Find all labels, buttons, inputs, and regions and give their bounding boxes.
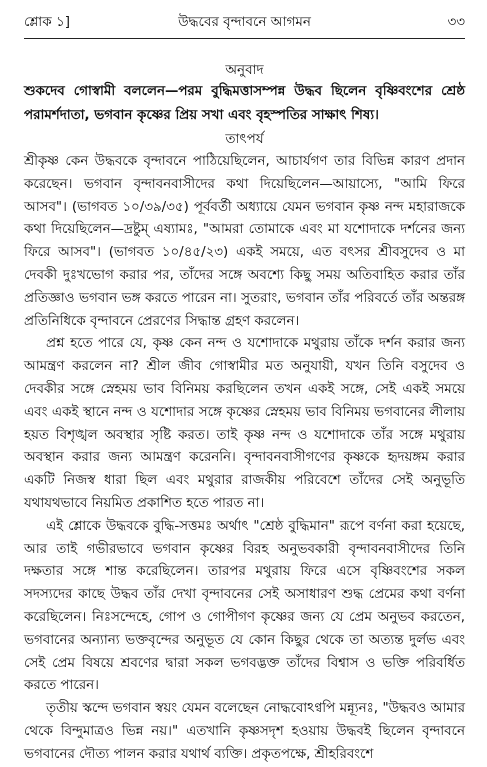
running-header: [24, 10, 465, 34]
purport-paragraph: তৃতীয় স্কন্দে ভগবান স্বয়ং যেমন বলেছেন নোদ্ধবোঽণ্বপি মন্ন্যূনঃ, "উদ্ধবও আমার থেকে বিন্দুমাত্রও ভিন্ন নয়।" এতখানি কৃষ্ণসদৃশ হওয়ায় উদ্ধবই ছিলেন বৃন্দাবনে ভগবানের দৌত্য পালন করার যথার্থ ব্যক্তি। প্রকৃতপক্ষে, শ্রীহরিবংশে: [24, 701, 465, 762]
translation-text: শুকদেব গোস্বামী বললেন—পরম বুদ্ধিমত্তাসম্পন্ন উদ্ধব ছিলেন বৃষ্ণিবংশের শ্রেষ্ঠ পরামর্শদাতা, ভগবান কৃষ্ণের প্রিয় সখা এবং বৃহস্পতির সাক্ষাৎ শিষ্য।: [24, 84, 465, 123]
page-number: ৩৩: [447, 14, 465, 30]
purport-paragraph: শ্রীকৃষ্ণ কেন উদ্ধবকে বৃন্দাবনে পাঠিয়েছিলেন, আচার্যগণ তার বিভিন্ন কারণ প্রদান করেছেন। ভগবান বৃন্দাবনবাসীদের কথা দিয়েছিলেন—আয়াস্যে, "আমি ফিরে আসব"। (ভাগবত ১০/৩৯/৩৫) পূর্ববর্তী অধ্যায়ে যেমন ভগবান কৃষ্ণ নন্দ মহারাজকে কথা দিয়েছিলেন—দ্রষ্টুম্ এষ্যামঃ, "আমরা তোমাকে এবং মা যশোদাকে দর্শনের জন্য ফিরে আসব"। (ভাগবত ১০/৪৫/২৩) একই সময়ে, এত বৎসর শ্রীবসুদেব ও মা দেবকী দুঃখভোগ করার পর, তাঁদের সঙ্গে অবশ্যে কিছু সময় অতিবাহিত করার তাঁর প্রতিজ্ঞাও ভগবান ভঙ্গ করতে পারেন না। সুতরাং, ভগবান তাঁর পরিবর্তে তাঁর অন্তরঙ্গ প্রতিনিধিকে বৃন্দাবনে প্রেরণের সিদ্ধান্ত গ্রহণ করলেন।: [24, 154, 465, 329]
purport-paragraph: এই শ্লোকে উদ্ধবকে বুদ্ধি-সত্তমঃ অর্থাৎ "শ্রেষ্ঠ বুদ্ধিমান" রূপে বর্ণনা করা হয়েছে, আর তাই গভীরভাবে ভগবান কৃষ্ণের বিরহ অনুভবকারী বৃন্দাবনবাসীদের তিনি দক্ষতার সঙ্গে শান্ত করেছিলেন। তারপর মথুরায় ফিরে এসে বৃষ্ণিবংশের সকল সদস্যদের কাছে উদ্ধব তাঁর দেখা বৃন্দাবনের সেই অসাধারণ শুদ্ধ প্রেমের কথা বর্ণনা করেছিলেন। নিঃসন্দেহে, গোপ ও গোপীগণ কৃষ্ণের জন্য যে প্রেম অনুভব করতেন, ভগবানের অন্যান্য ভক্তবৃন্দের অনুভূত যে কোন কিছুর থেকে তা অত্যন্ত দুর্লভ এবং সেই প্রেম বিষয়ে শ্রবণের দ্বারা সকল ভগবদ্ভক্ত তাঁদের বিশ্বাস ও ভক্তি পরিবর্ধিত করতে পারেন।: [24, 518, 465, 694]
verse-label: শ্লোক ১]: [24, 14, 70, 30]
purport-body: [24, 151, 465, 767]
purport-paragraph: প্রশ্ন হতে পারে যে, কৃষ্ণ কেন নন্দ ও যশোদাকে মথুরায় তাঁকে দর্শন করার জন্য আমন্ত্রণ করলেন না? শ্রীল জীব গোস্বামীর মত অনুযায়ী, যখন তিনি বসুদেব ও দেবকীর সঙ্গে স্নেহময় ভাব বিনিময় করছিলেন তখন একই সঙ্গে, সেই একই সময়ে এবং একই স্থানে নন্দ ও যশোদার সঙ্গে কৃষ্ণের স্নেহময় ভাব বিনিময় ভগবানের লীলায় হয়ত বিশৃঙ্খল অবস্থার সৃষ্টি করত। তাই কৃষ্ণ নন্দ ও যশোদাকে তাঁর সঙ্গে মথুরায় অবস্থান করার জন্য আমন্ত্রণ করেননি। বৃন্দাবনবাসীগণের কৃষ্ণকে হৃদয়ঙ্গম করার একটি নিজস্ব ধারা ছিল এবং মথুরার রাজকীয় পরিবেশে তাঁদের সেই অনুভূতি যথাযথভাবে নিয়মিত প্রকাশিত হতে পারত না।: [24, 336, 465, 511]
translation-heading: অনুবাদ: [225, 62, 264, 78]
header-rule: [24, 38, 465, 39]
purport-heading: তাৎপর্য: [225, 131, 264, 147]
chapter-title: উদ্ধবের বৃন্দাবনে আগমন: [178, 14, 311, 30]
